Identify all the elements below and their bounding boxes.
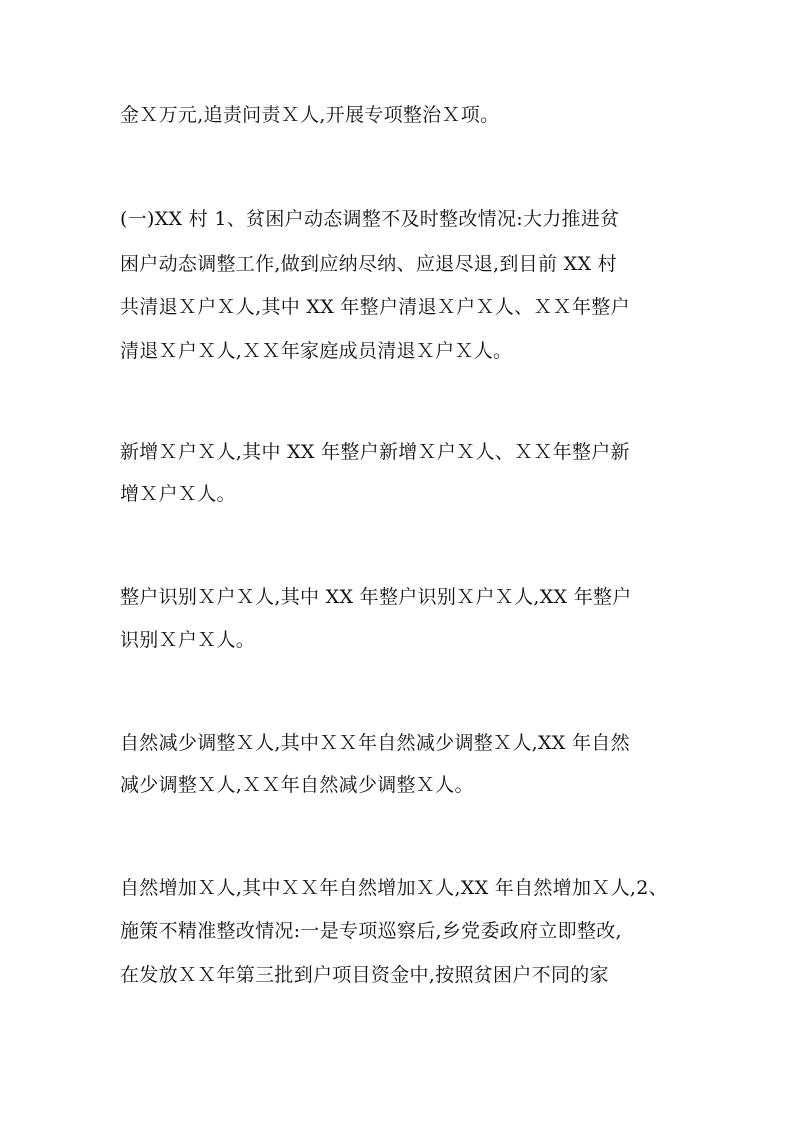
paragraph-2-line-2: 困户动态调整工作,做到应纳尽纳、应退尽退,到目前 XX 村 <box>120 253 617 275</box>
paragraph-1-line-1: 金Ｘ万元,追责问责Ｘ人,开展专项整治Ｘ项。 <box>120 104 500 126</box>
paragraph-5-line-1: 自然减少调整Ｘ人,其中ＸＸ年自然减少调整Ｘ人,XX 年自然 <box>120 732 630 754</box>
paragraph-4-line-1: 整户识别Ｘ户Ｘ人,其中 XX 年整户识别Ｘ户Ｘ人,XX 年整户 <box>120 586 632 608</box>
paragraph-6-line-2: 施策不精准整改情况:一是专项巡察后,乡党委政府立即整改, <box>120 920 622 942</box>
paragraph-2-line-3: 共清退Ｘ户Ｘ人,其中 XX 年整户清退Ｘ户Ｘ人、ＸＸ年整户 <box>120 296 630 318</box>
paragraph-6-line-3: 在发放ＸＸ年第三批到户项目资金中,按照贫困户不同的家 <box>120 964 609 986</box>
paragraph-3-line-2: 增Ｘ户Ｘ人。 <box>120 483 236 505</box>
paragraph-2-line-4: 清退Ｘ户Ｘ人,ＸＸ年家庭成员清退Ｘ户Ｘ人。 <box>120 340 513 362</box>
paragraph-4-line-2: 识别Ｘ户Ｘ人。 <box>120 629 256 651</box>
paragraph-3-line-1: 新增Ｘ户Ｘ人,其中 XX 年整户新增Ｘ户Ｘ人、ＸＸ年整户新 <box>120 441 630 463</box>
paragraph-2-line-1: (一)XX 村 1、贫困户动态调整不及时整改情况:大力推进贫 <box>120 208 620 230</box>
paragraph-5-line-2: 减少调整Ｘ人,ＸＸ年自然减少调整Ｘ人。 <box>120 774 474 796</box>
paragraph-6-line-1: 自然增加Ｘ人,其中ＸＸ年自然增加Ｘ人,XX 年自然增加Ｘ人,2、 <box>120 877 668 899</box>
